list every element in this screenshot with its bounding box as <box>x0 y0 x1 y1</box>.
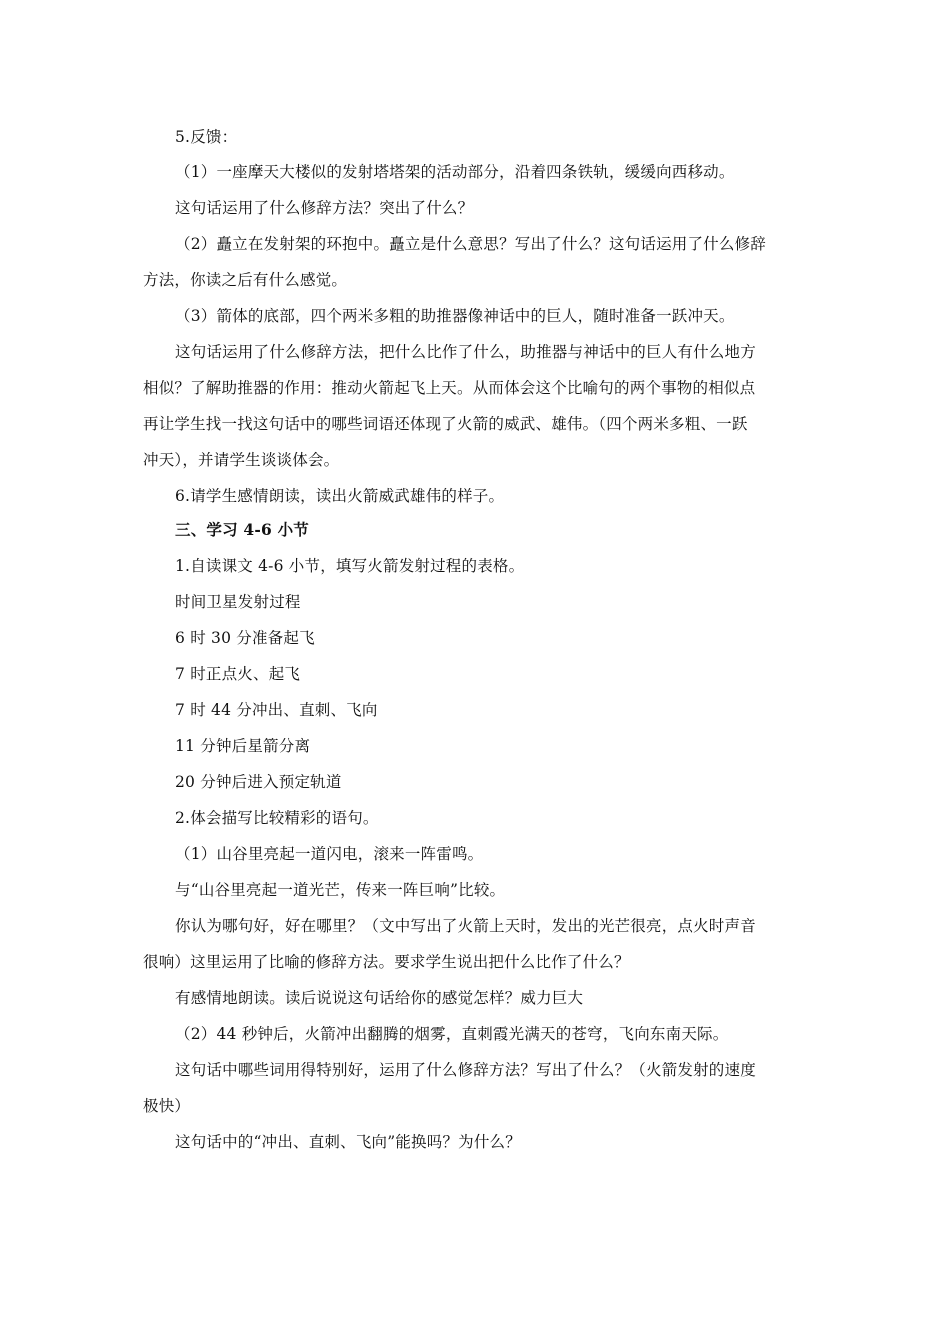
text-line: 有感情地朗读。读后说说这句话给你的感觉怎样？威力巨大 <box>175 989 584 1007</box>
text-line: 6.请学生感情朗读，读出火箭威武雄伟的样子。 <box>175 487 505 505</box>
text-line: 这句话运用了什么修辞方法？突出了什么？ <box>175 199 474 217</box>
text-line: 再让学生找一找这句话中的哪些词语还体现了火箭的威武、雄伟。（四个两米多粗、一跃 <box>143 415 748 433</box>
text-line: 相似？了解助推器的作用：推动火箭起飞上天。从而体会这个比喻句的两个事物的相似点 <box>143 379 756 397</box>
text-line: 7 时 44 分冲出、直刺、飞向 <box>175 701 378 719</box>
text-line: （2）44 秒钟后，火箭冲出翻腾的烟雾，直刺霞光满天的苍穹，飞向东南天际。 <box>175 1025 729 1043</box>
text-line: 20 分钟后进入预定轨道 <box>175 773 342 791</box>
text-line: （1）一座摩天大楼似的发射塔塔架的活动部分，沿着四条铁轨，缓缓向西移动。 <box>175 163 735 181</box>
text-line: 这句话中哪些词用得特别好，运用了什么修辞方法？写出了什么？（火箭发射的速度 <box>175 1061 756 1079</box>
text-line: （2）矗立在发射架的环抱中。矗立是什么意思？写出了什么？这句话运用了什么修辞 <box>175 235 766 253</box>
text-line: 这句话运用了什么修辞方法，把什么比作了什么，助推器与神话中的巨人有什么地方 <box>175 343 756 361</box>
text-line: 很响）这里运用了比喻的修辞方法。要求学生说出把什么比作了什么？ <box>143 953 630 971</box>
text-line: 7 时正点火、起飞 <box>175 665 301 683</box>
text-line: （3）箭体的底部，四个两米多粗的助推器像神话中的巨人，随时准备一跃冲天。 <box>175 307 735 325</box>
text-line: （1）山谷里亮起一道闪电，滚来一阵雷鸣。 <box>175 845 484 863</box>
text-line-feedback-heading: 5.反馈： <box>175 128 238 146</box>
text-line: 时间卫星发射过程 <box>175 593 301 611</box>
text-line: 冲天），并请学生谈谈体会。 <box>143 451 340 469</box>
text-line: 11 分钟后星箭分离 <box>175 737 311 755</box>
text-line: 2.体会描写比较精彩的语句。 <box>175 809 379 827</box>
text-line: 与“山谷里亮起一道光芒，传来一阵巨响”比较。 <box>175 881 506 899</box>
text-line: 6 时 30 分准备起飞 <box>175 629 315 647</box>
text-line: 你认为哪句好，好在哪里？（文中写出了火箭上天时，发出的光芒很亮，点火时声音 <box>175 917 756 935</box>
section-heading: 三、学习 4-6 小节 <box>175 520 309 539</box>
text-line: 这句话中的“冲出、直刺、飞向”能换吗？为什么？ <box>175 1133 521 1151</box>
text-line: 极快） <box>143 1097 191 1115</box>
text-line: 1.自读课文 4-6 小节，填写火箭发射过程的表格。 <box>175 557 525 575</box>
text-line: 方法，你读之后有什么感觉。 <box>143 271 348 289</box>
